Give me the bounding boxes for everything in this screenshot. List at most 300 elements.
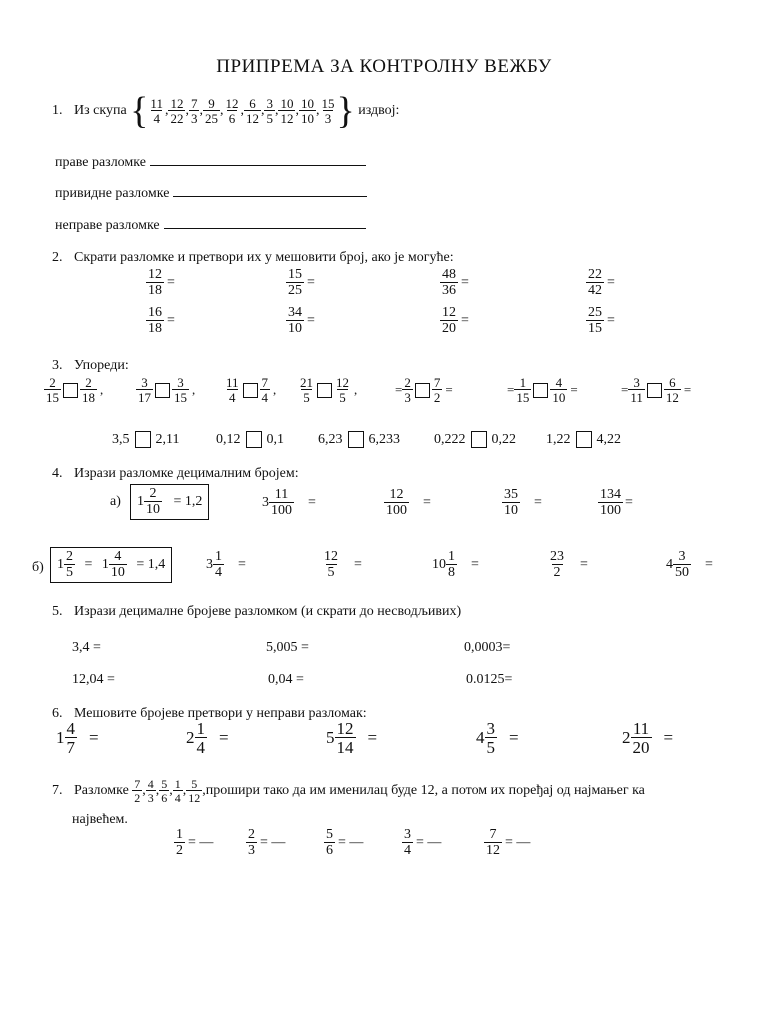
compare-pair: [44, 375, 104, 405]
comma: ,: [315, 103, 320, 119]
fraction: [44, 376, 61, 404]
denominator: 20: [442, 321, 456, 336]
denominator: 10: [288, 321, 302, 336]
blank: = —: [338, 835, 364, 850]
convert-item: [502, 487, 542, 518]
numerator: 2: [149, 486, 157, 501]
item: [112, 430, 179, 448]
brace-close-icon: }: [336, 90, 355, 132]
part-b-label: б): [32, 560, 44, 575]
numerator: 34: [288, 305, 302, 320]
fraction: [269, 488, 294, 518]
numerator: 22: [588, 267, 602, 282]
fraction: [673, 550, 691, 580]
numerator: 11: [150, 96, 163, 111]
right-value: 6,233: [368, 432, 400, 447]
denominator: 20: [632, 738, 650, 757]
fraction: [264, 97, 275, 125]
item: [586, 268, 615, 298]
numerator: 11: [632, 719, 650, 738]
task-7-heading: [52, 778, 645, 804]
fraction: [324, 828, 335, 858]
numerator: 7: [433, 375, 441, 390]
numerator: 134: [600, 487, 621, 502]
part-a-label: а): [110, 494, 121, 509]
numerator: 4: [147, 777, 154, 791]
denominator: 5: [339, 390, 346, 405]
task-5-text: Изрази децималне бројеве разломком (и скрати до несводљивих): [74, 604, 462, 619]
denominator: 3: [404, 390, 411, 405]
numerator: 3: [177, 375, 184, 390]
task-7-tail: прошири тако да им именилац буде 12, а потом их поређај од најмањег ка: [205, 783, 645, 799]
denominator: 5: [66, 565, 73, 580]
item: [504, 376, 578, 404]
decimal-item: 3,4 =: [72, 640, 101, 655]
task-1: [52, 92, 399, 130]
comma: ,: [182, 783, 187, 799]
task-3-number: 3.: [52, 358, 63, 373]
equals: =: [507, 382, 515, 397]
numerator: 35: [504, 487, 518, 502]
compare-box[interactable]: [317, 383, 332, 398]
denominator: 5: [266, 111, 273, 126]
item: [476, 720, 519, 756]
fraction: [402, 376, 413, 404]
denominator: 10: [300, 111, 314, 126]
compare-box[interactable]: [155, 383, 170, 398]
part-a-example: [130, 484, 209, 520]
denominator: 4: [196, 738, 205, 757]
compare-box[interactable]: [576, 431, 592, 448]
equals: =: [238, 557, 246, 572]
equals: =: [534, 495, 542, 510]
comma: ,: [164, 103, 169, 119]
right-value: 0,22: [491, 432, 516, 447]
item: [146, 306, 175, 336]
denominator: 10: [552, 390, 566, 405]
decimal-item: 0,04 =: [268, 672, 304, 687]
fraction: [484, 828, 502, 858]
numerator: 1: [215, 549, 222, 564]
equals: =: [625, 495, 633, 510]
numerator: 1: [196, 719, 205, 738]
item: [206, 550, 246, 580]
numerator: 4: [555, 375, 563, 390]
denominator: 8: [448, 565, 455, 580]
punct: ,: [354, 382, 358, 397]
numerator: 1: [519, 375, 527, 390]
item: [548, 550, 588, 580]
numerator: 48: [442, 267, 456, 282]
comma: ,: [260, 103, 265, 119]
fraction: [664, 376, 681, 404]
fraction: [80, 376, 97, 404]
numerator: 10: [300, 96, 314, 111]
numerator: 25: [588, 305, 602, 320]
fraction: [485, 720, 498, 756]
whole: 5: [326, 728, 335, 747]
expand-item: [174, 827, 214, 858]
numerator: 2: [66, 549, 73, 564]
whole: 3: [262, 495, 269, 510]
denominator: 6: [326, 843, 333, 858]
compare-box[interactable]: [533, 383, 548, 398]
reduce-item: [586, 305, 615, 336]
task-7-fractions: [132, 777, 206, 805]
item: [434, 430, 516, 448]
mixed-number: [186, 719, 229, 757]
fraction: [146, 306, 164, 336]
numerator: 12: [225, 96, 239, 111]
comma: ,: [202, 783, 206, 799]
denominator: 42: [588, 283, 602, 298]
denominator: 10: [504, 503, 518, 518]
fraction: [322, 550, 340, 580]
item: [216, 430, 284, 448]
whole: 3: [206, 557, 213, 572]
right-value: 2,11: [155, 432, 180, 447]
numerator: 3: [404, 827, 411, 842]
numerator: 15: [288, 267, 302, 282]
numerator: 2: [404, 375, 411, 390]
compare-pair: [136, 375, 196, 405]
mixed-number: [326, 719, 378, 757]
denominator: 4: [404, 843, 411, 858]
mixed-number: [622, 719, 674, 757]
item: [298, 376, 357, 404]
equals: =: [461, 275, 469, 290]
numerator: 16: [148, 305, 162, 320]
decimal-item-text: ,04 =: [275, 672, 304, 687]
blank: = —: [416, 835, 442, 850]
fraction: [440, 268, 458, 298]
fraction: [132, 778, 142, 804]
numerator: 7: [190, 96, 198, 111]
reduce-item: [146, 305, 175, 336]
equals: =: [167, 275, 175, 290]
fraction: [286, 306, 304, 336]
fraction: [550, 376, 567, 404]
item: [598, 488, 633, 518]
decimal-compare: [112, 432, 179, 447]
denominator: 15: [516, 390, 530, 405]
denominator: 3: [324, 111, 332, 126]
compare-pair: [392, 375, 453, 405]
reduce-item: [440, 305, 469, 336]
fraction: [65, 720, 78, 756]
brace-open-icon: {: [130, 90, 149, 132]
item: [174, 828, 213, 858]
fraction: [260, 376, 271, 404]
task-2-number: 2.: [52, 250, 63, 265]
denominator: 3: [248, 843, 255, 858]
result: = 1,2: [173, 494, 203, 509]
denominator: 3: [147, 791, 154, 805]
whole: 4: [666, 557, 673, 572]
task-4-text: Изрази разломке децималним бројем:: [74, 466, 299, 481]
equals: =: [509, 728, 519, 747]
fraction: [548, 550, 566, 580]
fraction: [432, 376, 443, 404]
task-6-text: Мешовите бројеве претвори у неправи разломак:: [74, 706, 367, 721]
compare-box[interactable]: [471, 431, 487, 448]
equals: =: [367, 728, 378, 747]
equals: =: [663, 728, 674, 747]
convert-item: [384, 487, 431, 518]
numerator: 11: [226, 375, 239, 390]
fraction: [384, 488, 409, 518]
compare-box[interactable]: [415, 383, 430, 398]
answer-line[interactable]: [173, 196, 367, 197]
fraction: [203, 97, 220, 125]
numerator: 2: [49, 375, 56, 390]
fraction: [136, 376, 153, 404]
fraction: [586, 306, 604, 336]
expand-item: [484, 827, 531, 858]
punct: =: [445, 382, 453, 397]
numerator: 3: [633, 375, 640, 390]
numerator: 10: [280, 96, 294, 111]
item: [502, 488, 542, 518]
fraction: [335, 720, 356, 756]
numerator: 3: [678, 549, 686, 564]
reduce-item: [286, 267, 315, 298]
fraction: [628, 376, 645, 404]
item: [402, 828, 441, 858]
right-value: 4,22: [596, 432, 621, 447]
fraction: [246, 828, 257, 858]
compare-pair: [298, 375, 358, 405]
fraction: [173, 778, 183, 804]
denominator: 25: [204, 111, 218, 126]
equals: =: [461, 313, 469, 328]
fraction: [172, 376, 189, 404]
denominator: 18: [148, 283, 162, 298]
comma: ,: [295, 103, 299, 119]
fraction: [319, 97, 336, 125]
line-proper-fractions: [55, 155, 366, 171]
numerator: 3: [486, 719, 495, 738]
numerator: 7: [261, 375, 269, 390]
denominator: 36: [442, 283, 456, 298]
decimal-item: 5,005 =: [266, 640, 309, 655]
denominator: 14: [336, 738, 354, 757]
fraction: [244, 97, 261, 125]
fraction: [631, 720, 652, 756]
task-1-tail: издвој:: [358, 103, 400, 119]
numerator: 6: [669, 375, 676, 390]
denominator: 2: [134, 791, 141, 805]
compare-box[interactable]: [243, 383, 258, 398]
item: [44, 376, 103, 404]
whole: 2: [186, 728, 195, 747]
task-7-number: 7.: [52, 783, 63, 799]
reduce-item: [440, 267, 469, 298]
item: [224, 376, 276, 404]
left-value: 6,23: [318, 432, 343, 447]
numerator: 12: [324, 549, 338, 564]
comma: ,: [185, 103, 189, 119]
fraction: [286, 268, 304, 298]
whole: 4: [476, 728, 485, 747]
convert-item: [322, 549, 362, 580]
mixed-number: [476, 719, 519, 757]
answer-line[interactable]: [150, 165, 366, 166]
item: [146, 268, 175, 298]
item: [246, 828, 285, 858]
task-1-number: 1.: [52, 103, 63, 119]
fraction: [598, 488, 623, 518]
compare-box[interactable]: [246, 431, 262, 448]
item: [286, 268, 315, 298]
numerator: 12: [148, 267, 162, 282]
blank: = —: [260, 835, 286, 850]
fraction: [299, 97, 316, 125]
item: [666, 550, 713, 580]
numerator: 4: [66, 719, 75, 738]
denominator: 4: [261, 390, 269, 405]
equals: =: [621, 382, 629, 397]
numerator: 21: [300, 375, 313, 390]
numerator: 4: [114, 549, 122, 564]
fraction: [186, 778, 202, 804]
equals: =: [705, 557, 713, 572]
equals: =: [354, 557, 362, 572]
compare-box[interactable]: [63, 383, 78, 398]
denominator: 7: [66, 738, 75, 757]
fraction: [146, 778, 156, 804]
whole: 2: [622, 728, 631, 747]
denominator: 10: [110, 565, 125, 580]
comma: ,: [240, 103, 244, 119]
numerator: 7: [489, 827, 497, 842]
equals: =: [307, 313, 315, 328]
decimal-compare: [318, 432, 400, 447]
page-title: ПРИПРЕМА ЗА КОНТРОЛНУ ВЕЖБУ: [216, 56, 552, 77]
compare-box[interactable]: [647, 383, 662, 398]
denominator: 2: [433, 390, 441, 405]
denominator: 12: [486, 843, 500, 858]
item: [136, 376, 195, 404]
punct: =: [570, 382, 578, 397]
item: [392, 376, 453, 404]
line-label: праве разломке: [55, 155, 146, 170]
fraction: [334, 376, 351, 404]
item: [440, 268, 469, 298]
task-3-text: Упореди:: [74, 358, 129, 373]
fraction: [168, 97, 185, 125]
compare-box[interactable]: [135, 431, 151, 448]
item: [318, 430, 400, 448]
answer-line[interactable]: [164, 228, 366, 229]
item: [440, 306, 469, 336]
item: [484, 828, 530, 858]
task-7-tail-2: највећем.: [72, 812, 128, 827]
numerator: 12: [170, 96, 184, 111]
comma: ,: [169, 783, 173, 799]
compare-pair: [618, 375, 692, 405]
left-value: 3,5: [112, 432, 130, 447]
decimal-item: 12,04 =: [72, 672, 115, 687]
decimal-item: 0.0125=: [466, 672, 513, 687]
denominator: 50: [675, 565, 689, 580]
comma: ,: [199, 103, 203, 119]
numerator: 6: [249, 96, 256, 111]
left-value: 1,22: [546, 432, 571, 447]
punct: ,: [100, 382, 104, 397]
convert-item: [262, 487, 316, 518]
task-3-heading: [52, 358, 129, 374]
numerator: 3: [266, 96, 273, 111]
part-b-example: 1 $\frac{2}{5}$ = 1 $\frac{4}{10}$ = 1,4: [50, 547, 172, 583]
denominator: 12: [245, 111, 259, 126]
whole: 1: [56, 728, 65, 747]
denominator: 100: [386, 503, 407, 518]
item: [324, 828, 363, 858]
fraction: [148, 97, 165, 125]
punct: ,: [273, 382, 277, 397]
numerator: 3: [141, 375, 148, 390]
numerator: 5: [191, 777, 198, 791]
reduce-item: [586, 267, 615, 298]
denominator: 25: [288, 283, 302, 298]
fraction: [223, 97, 240, 125]
expand-item: [246, 827, 286, 858]
fraction: [146, 268, 164, 298]
item: [56, 720, 99, 756]
denominator: 15: [588, 321, 602, 336]
denominator: 5: [486, 738, 495, 757]
equals: =: [580, 557, 588, 572]
item: [322, 550, 362, 580]
denominator: 15: [174, 390, 187, 405]
denominator: 15: [46, 390, 59, 405]
numerator: 23: [550, 549, 564, 564]
task-4-heading: [52, 466, 299, 482]
equals: =: [607, 275, 615, 290]
line-apparent-fractions: [55, 186, 367, 202]
line-label: неправе разломке: [55, 218, 160, 233]
equals: =: [471, 557, 479, 572]
numerator: 11: [274, 487, 289, 502]
task-1-lead: Из скупа: [74, 103, 127, 119]
equals: =: [167, 313, 175, 328]
numerator: 2: [85, 375, 92, 390]
denominator: 100: [600, 503, 621, 518]
comma: ,: [155, 783, 160, 799]
task-2-text: Скрати разломке и претвори их у мешовити број, ако је могуће:: [74, 250, 454, 265]
item: [384, 488, 431, 518]
compare-box[interactable]: [348, 431, 364, 448]
denominator: 3: [190, 111, 198, 126]
item: [586, 306, 615, 336]
item: [618, 376, 691, 404]
task-4-number: 4.: [52, 466, 63, 481]
fraction: [402, 828, 413, 858]
denominator: 6: [161, 791, 168, 805]
fraction: [189, 97, 200, 125]
expand-item: [402, 827, 442, 858]
denominator: 4: [174, 791, 181, 805]
item: [262, 488, 316, 518]
fraction: [298, 376, 315, 404]
task-5-number: 5.: [52, 604, 63, 619]
denominator: 18: [148, 321, 162, 336]
denominator: 6: [228, 111, 236, 126]
result: = 1,4: [136, 557, 166, 572]
decimal-compare: [434, 432, 516, 447]
compare-pair: [504, 375, 578, 405]
